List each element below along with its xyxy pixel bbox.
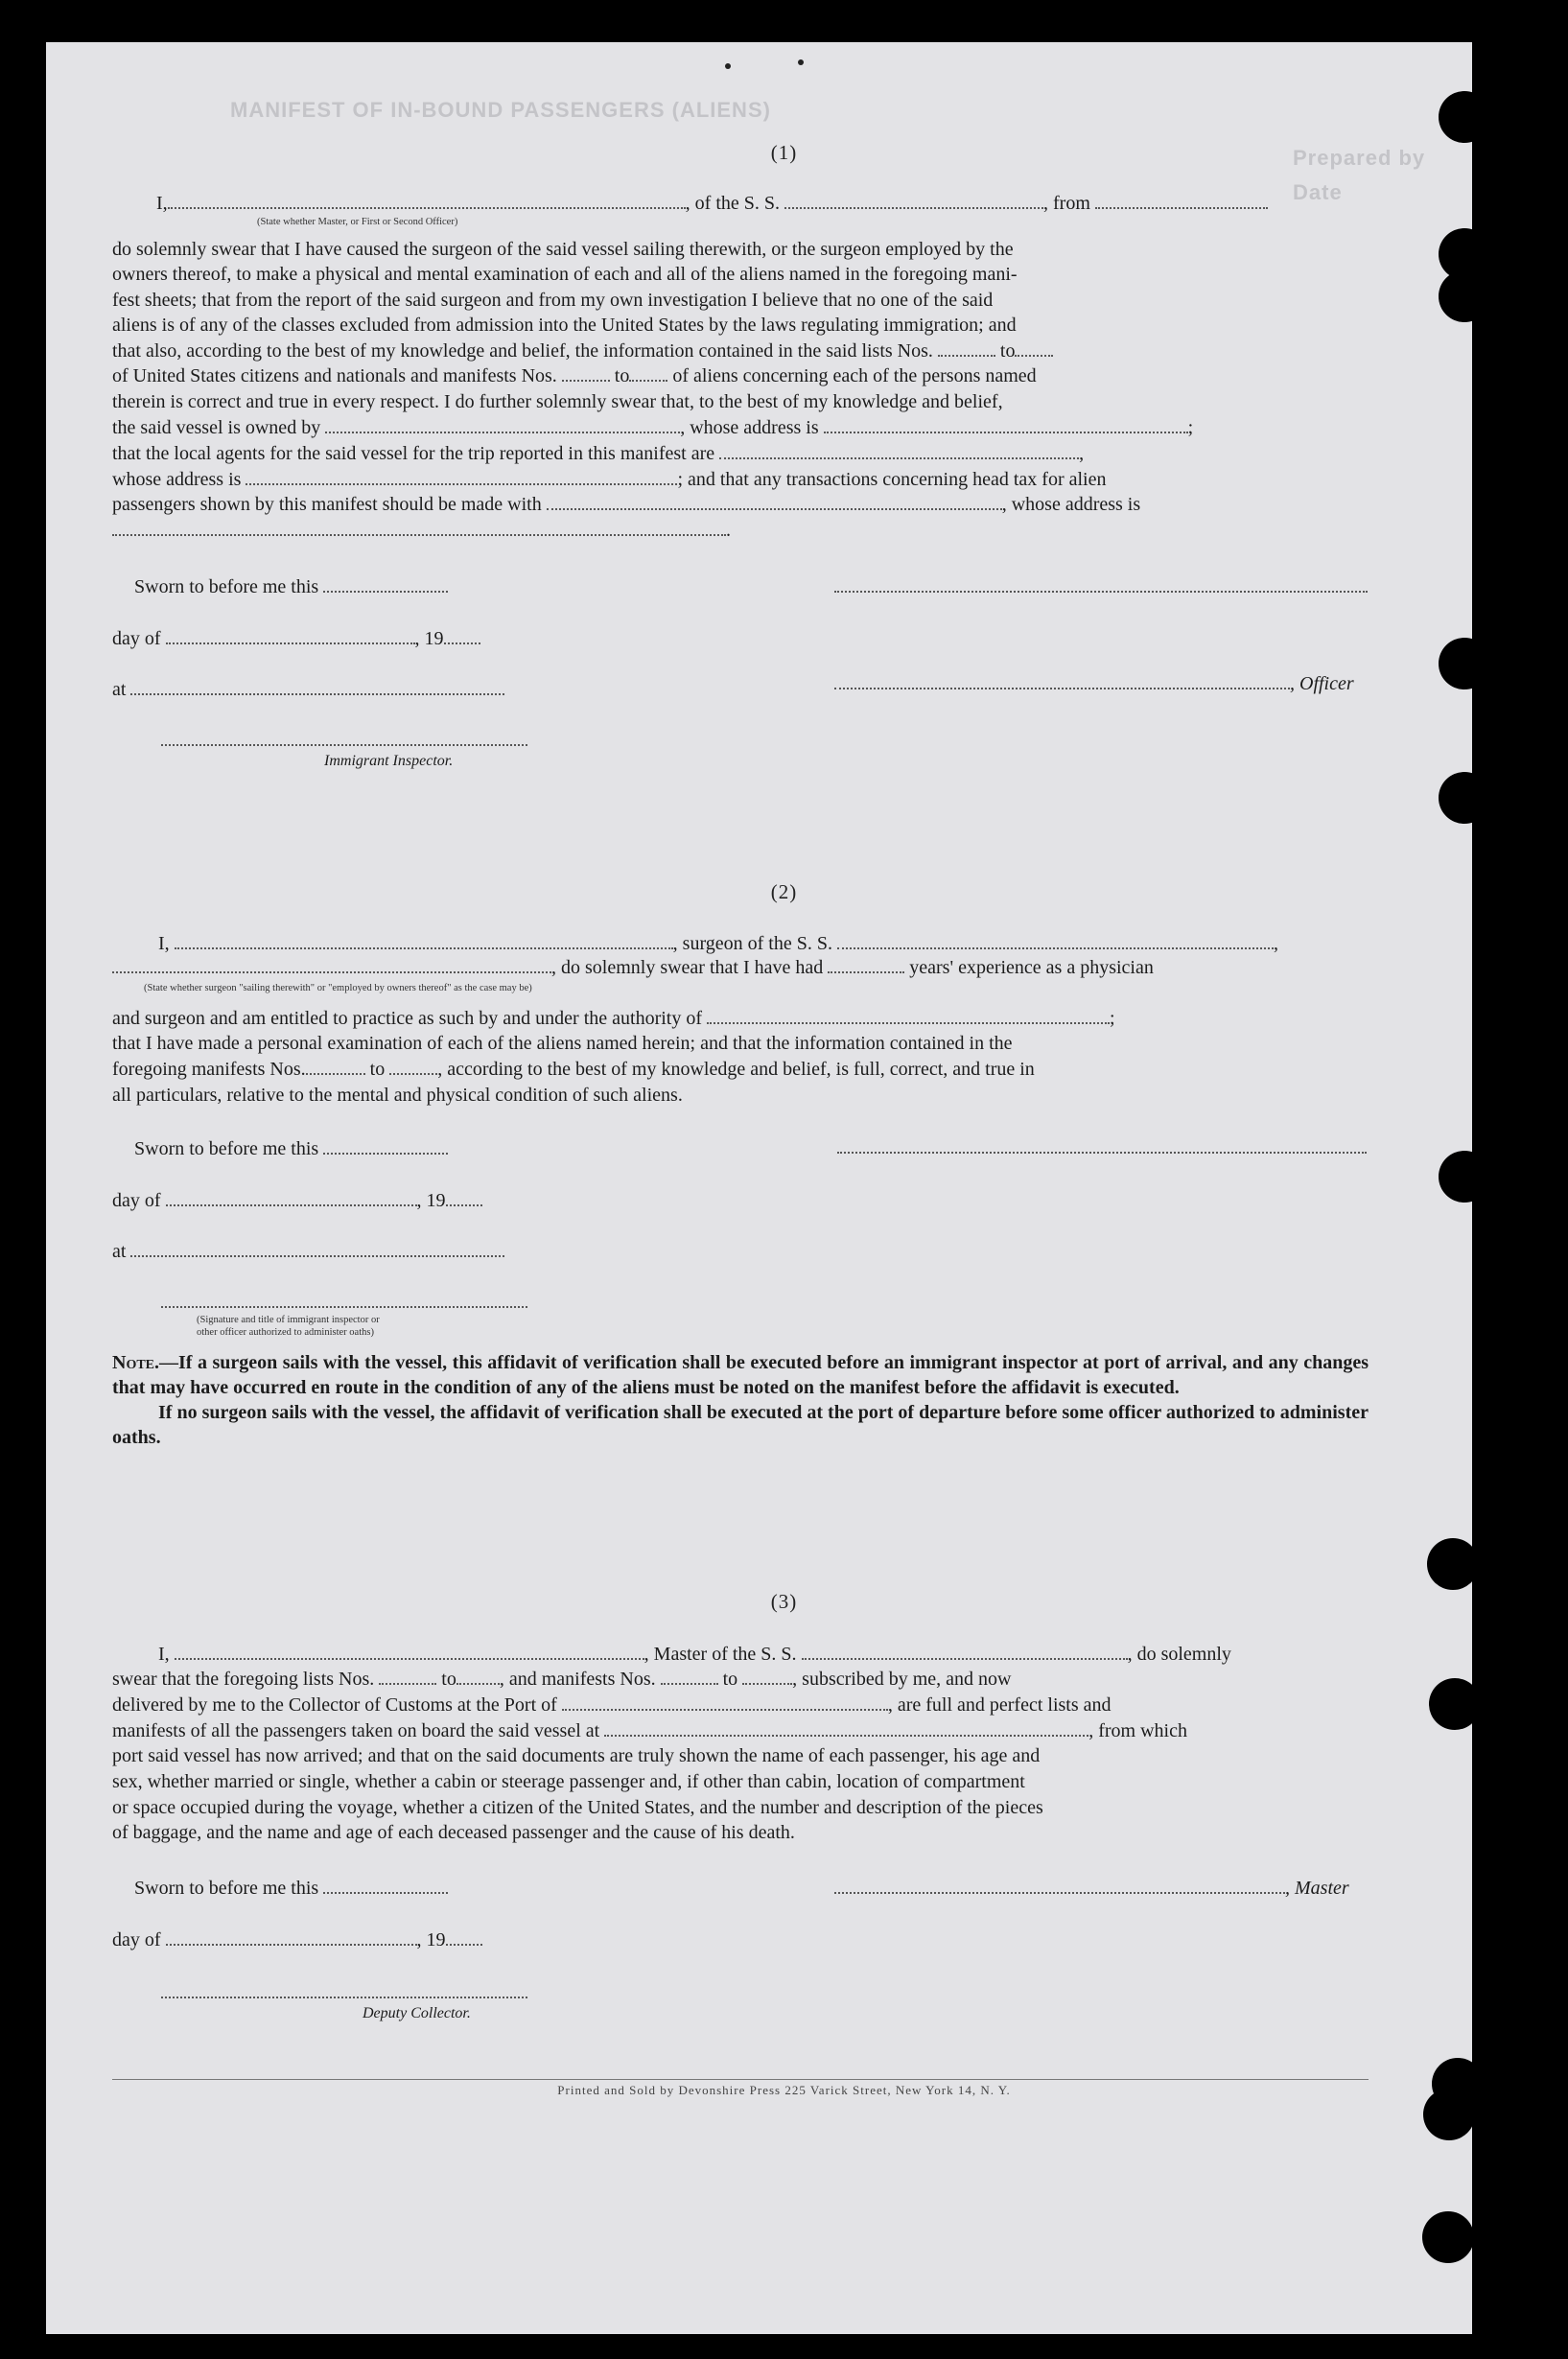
s2-text: and surgeon and am entitled to practice as such by and under the authority of [112,1008,702,1029]
s1-of-ss: , of the S. S. [685,193,781,214]
authority-field[interactable] [707,1021,1110,1024]
s3-line-3 [112,1693,1112,1717]
s3-line-2 [112,1668,1011,1691]
s2-officer-line[interactable] [161,1306,527,1308]
s2-line-4: that I have made a personal examination of each of the aliens named herein; and that the information contained in the [112,1033,1013,1054]
s3-collector-line[interactable] [161,1997,527,1998]
s1-day-label: day of [112,628,161,649]
note-block [112,1350,1369,1450]
s2-day-of [112,1189,482,1212]
section-3-heading: (3) [770,1590,798,1613]
s3-day-of [112,1928,482,1951]
s1-text: passengers shown by this manifest should be made with [112,494,542,515]
immigrant-inspector-label: Immigrant Inspector. [324,753,454,769]
s1-line-9 [112,416,1193,439]
manifests-from-field[interactable] [562,379,610,382]
s3-i: I, [158,1644,170,1665]
from-port-field[interactable] [1095,206,1268,209]
footer-rule [112,2079,1369,2080]
officer-signature-field[interactable] [834,687,1290,689]
s1-day-of-field[interactable] [166,642,415,644]
s2-line-6: all particulars, relative to the mental and physical condition of such aliens. [112,1085,683,1106]
s2-sig-caption-1: (Signature and title of immigrant inspector or [197,1315,380,1325]
s3-nineteen: , 19 [416,1929,446,1950]
printer-imprint: Printed and Sold by Devonshire Press 225 Varick Street, New York 14, N. Y. [557,2083,1011,2097]
s1-text: the said vessel is owned by [112,417,321,438]
s2-sig-caption-2: other officer authorized to administer oaths) [197,1327,374,1338]
s1-text: . [726,520,731,541]
s1-line-5: aliens is of any of the classes excluded from admission into the United States by the laws regulating immigration; and [112,315,1017,336]
s3-master-name-field[interactable] [175,1657,644,1660]
s2-manifests-from-field[interactable] [306,1072,365,1075]
s3-line-8: of baggage, and the name and age of each deceased passenger and the cause of his death. [112,1822,795,1843]
s1-signature-line[interactable] [834,591,1368,593]
punch-hole [1439,638,1490,689]
s1-nineteen: , 19 [414,628,444,649]
s2-at-field[interactable] [130,1254,504,1257]
s3-sworn [134,1877,448,1900]
s2-day-label: day of [112,1190,161,1211]
s2-line-5 [112,1058,1035,1081]
s1-subscript: (State whether Master, or First or Second Officer) [257,217,458,227]
master-signature-field[interactable] [834,1891,1285,1894]
punch-hole [1439,270,1490,322]
s2-text: , according to the best of my knowledge and belief, is full, correct, and true in [437,1059,1035,1080]
s1-i: I, [156,193,168,214]
s1-line-7 [112,364,1037,387]
stamp-ghost-date: Date [1293,180,1343,204]
s1-sworn-label: Sworn to before me this [134,576,319,597]
embark-port-field[interactable] [604,1734,1088,1737]
note-paragraph-1: —If a surgeon sails with the vessel, this affidavit of verification shall be executed before an immigrant inspector at port of arrival, and any changes that may have occurred en route in the condition of any of the aliens must be noted on the manifest before the affidavit is executed. [112,1352,1369,1398]
section-1-heading: (1) [770,141,798,164]
s1-line-6 [112,339,1053,362]
s2-sworn-label: Sworn to before me this [134,1138,319,1159]
s3-text: delivered by me to the Collector of Customs at the Port of [112,1694,557,1716]
local-agents-field[interactable] [719,456,1079,459]
s3-to: to [441,1669,456,1690]
s1-text: , [1079,443,1085,464]
s3-text: , are full and perfect lists and [887,1694,1112,1716]
punch-hole [1439,1151,1490,1203]
s1-text: that also, according to the best of my knowledge and belief, the information contained in the said lists Nos. [112,340,933,362]
s1-sworn [134,575,448,598]
stamp-ghost-prepared: Prepared by [1293,146,1426,170]
s2-vessel-field[interactable] [837,946,1274,949]
s3-text: , subscribed by me, and now [792,1669,1012,1690]
s1-to: to [614,365,630,386]
s3-line-1 [158,1643,1231,1666]
s3-manifests-to-field[interactable] [742,1682,792,1685]
stamp-ghost-title: MANIFEST OF IN-BOUND PASSENGERS (ALIENS) [230,98,771,122]
s3-day-label: day of [112,1929,161,1950]
master-name-field[interactable] [168,206,686,209]
s1-line-11 [112,468,1107,491]
s3-line-4 [112,1719,1187,1742]
section-2-heading: (2) [770,880,798,903]
surgeon-name-field[interactable] [175,946,673,949]
s3-lists-from-field[interactable] [379,1682,436,1685]
s2-signature-line[interactable] [837,1152,1367,1154]
s1-text: , whose address is [1001,494,1141,515]
s1-line-1 [156,192,1268,215]
s1-line-13 [112,519,731,542]
s3-vessel-field[interactable] [802,1657,1128,1660]
s2-line-3 [112,1007,1115,1030]
master-label: , Master [1285,1878,1349,1899]
s2-i: I, [158,933,170,954]
note-paragraph-2: If no surgeon sails with the vessel, the affidavit of verification shall be executed at the port of departure before some officer authorized to administer oaths. [112,1402,1369,1448]
ink-speck [725,63,731,69]
s2-subscript: (State whether surgeon "sailing therewith" or "employed by owners thereof" as the case may be) [144,983,532,993]
s3-day-of-field[interactable] [166,1943,417,1946]
surgeon-status-field[interactable] [112,970,551,973]
s1-text: whose address is [112,469,242,490]
s3-master-sig [834,1877,1349,1900]
s1-day-of [112,627,480,650]
s2-surgeon-ss: , surgeon of the S. S. [672,933,832,954]
s1-officer [834,672,1354,695]
punch-hole [1422,2211,1474,2263]
s3-sworn-label: Sworn to before me this [134,1878,319,1899]
s3-to: to [722,1669,738,1690]
s3-text: , and manifests Nos. [499,1669,656,1690]
lists-to-field[interactable] [1015,354,1053,357]
s1-line-10 [112,442,1084,465]
s1-text: that the local agents for the said vessel for the trip reported in this manifest are [112,443,715,464]
punch-hole [1423,2089,1475,2140]
head-tax-address-field[interactable] [112,533,726,536]
manifests-to-field[interactable] [629,379,667,382]
s2-day-of-field[interactable] [166,1203,417,1206]
s1-year-field[interactable] [444,642,480,644]
s2-text: , do solemnly swear that I have had [551,957,824,978]
s2-manifests-to-field[interactable] [389,1072,437,1075]
owner-field[interactable] [325,431,680,433]
s1-at-field[interactable] [130,692,504,695]
s3-line-6: sex, whether married or single, whether a cabin or steerage passenger and, if other than cabin, location of compartment [112,1771,1025,1792]
s1-line-8: therein is correct and true in every respect. I do further solemnly swear that, to the best of my knowledge and belief, [112,391,1003,412]
vessel-name-field[interactable] [784,206,1043,209]
s3-text: , from which [1088,1720,1187,1741]
officer-label: , Officer [1290,673,1354,694]
s1-text: of aliens concerning each of the persons named [672,365,1037,386]
s2-comma: , [1273,933,1278,954]
punch-hole [1427,1538,1479,1590]
s2-line-1 [158,932,1278,955]
s1-line-2: do solemnly swear that I have caused the surgeon of the said vessel sailing therewith, or the surgeon employed by the [112,239,1014,260]
port-field[interactable] [562,1708,888,1711]
s2-to: to [369,1059,386,1080]
s1-text: , whose address is [680,417,819,438]
s1-inspector-line[interactable] [161,744,527,746]
s3-sworn-day-field[interactable] [323,1891,448,1894]
s1-sworn-day-field[interactable] [323,590,448,593]
s1-from: , from [1043,193,1090,214]
punch-hole [1439,772,1490,824]
s1-to: to [999,340,1016,362]
s1-line-12 [112,493,1140,516]
s2-text: years' experience as a physician [909,957,1154,978]
s1-text: of United States citizens and nationals and manifests Nos. [112,365,557,386]
s1-line-3: owners thereof, to make a physical and mental examination of each and all of the aliens named in the foregoing mani- [112,264,1018,285]
s1-text: ; [1187,417,1194,438]
s3-line-5: port said vessel has now arrived; and that on the said documents are truly shown the name of each passenger, his age and [112,1745,1041,1766]
owner-address-field[interactable] [824,431,1188,433]
s3-manifests-from-field[interactable] [661,1682,718,1685]
s2-year-field[interactable] [446,1203,482,1206]
s1-line-4: fest sheets; that from the report of the said surgeon and from my own investigation I believe that no one of the said [112,290,994,311]
years-experience-field[interactable] [828,970,904,973]
deputy-collector-label: Deputy Collector. [363,2005,471,2021]
s1-at [112,678,504,701]
s2-line-2 [112,956,1154,979]
s2-at [112,1240,504,1263]
s2-sworn-day-field[interactable] [323,1152,448,1155]
note-label: Note. [112,1352,160,1373]
s3-year-field[interactable] [446,1943,482,1946]
ink-speck [798,59,804,65]
s3-text: swear that the foregoing lists Nos. [112,1669,375,1690]
s3-solemnly: , do solemnly [1127,1644,1231,1665]
s3-line-7: or space occupied during the voyage, whether a citizen of the United States, and the number and description of the pieces [112,1797,1043,1818]
s1-at-label: at [112,679,127,700]
s2-sworn [134,1137,448,1160]
head-tax-contact-field[interactable] [547,507,1002,510]
lists-from-field[interactable] [938,354,995,357]
s2-text: foregoing manifests Nos. [112,1059,306,1080]
s2-text: ; [1110,1008,1115,1029]
s3-text: manifests of all the passengers taken on board the said vessel at [112,1720,600,1741]
agents-address-field[interactable] [246,482,677,485]
s1-text: ; and that any transactions concerning head tax for alien [677,469,1107,490]
s2-nineteen: , 19 [416,1190,446,1211]
s3-master-ss: , Master of the S. S. [644,1644,797,1665]
s2-at-label: at [112,1241,127,1262]
punch-hole [1439,91,1490,143]
punch-hole [1429,1678,1481,1730]
s3-lists-to-field[interactable] [456,1682,500,1685]
